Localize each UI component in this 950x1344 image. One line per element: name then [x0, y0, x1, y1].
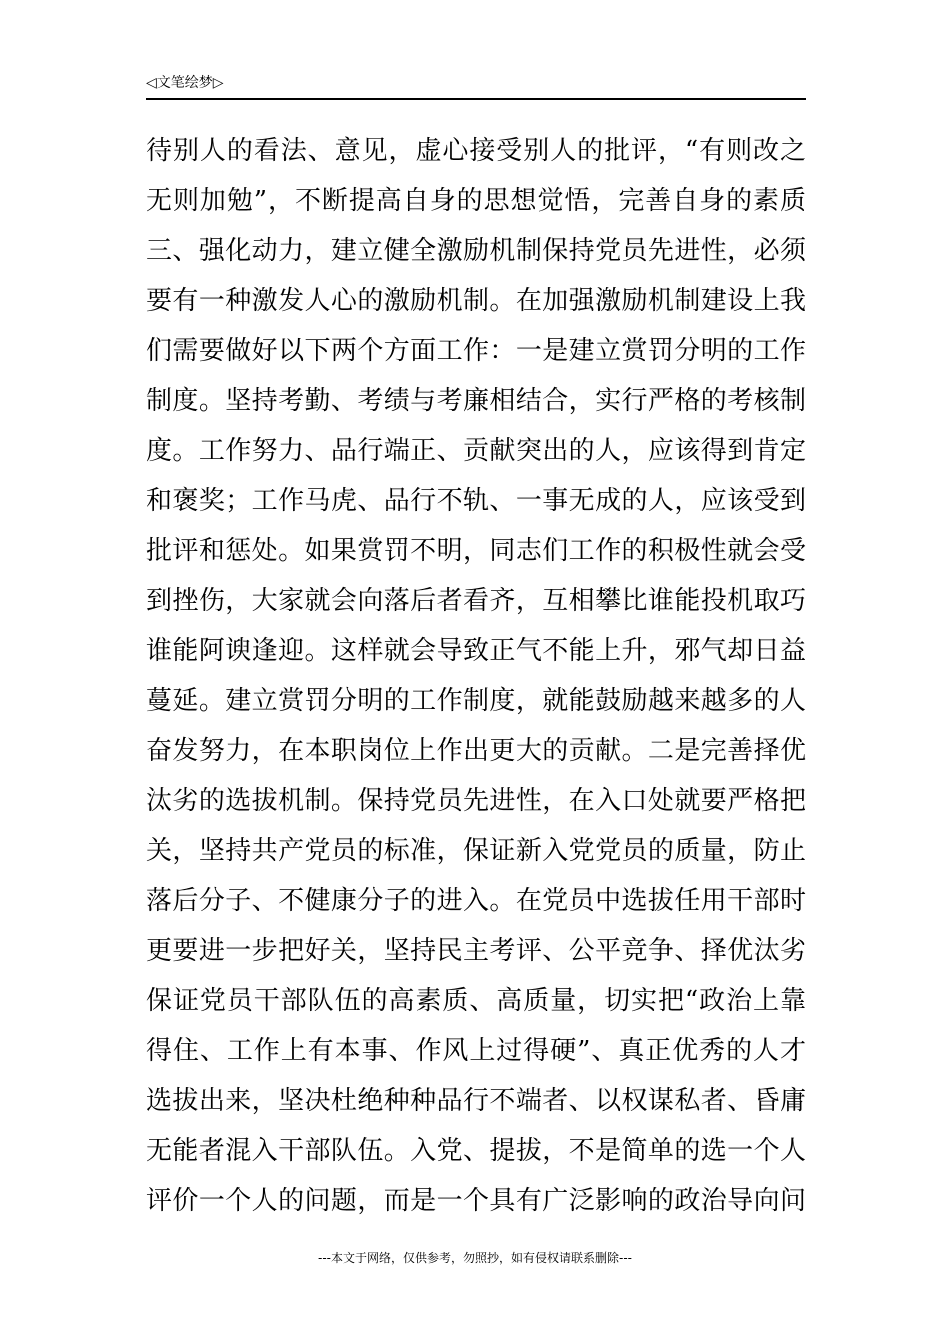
text-line: 选拔出来，坚决杜绝种种品行不端者、以权谋私者、昏庸: [146, 1086, 806, 1116]
text-line: 关，坚持共产党员的标准，保证新入党党员的质量，防止: [146, 836, 806, 866]
header-title: ◁文笔绘梦▷: [146, 75, 224, 91]
text-line: 得住、工作上有本事、作风上过得硬”、真正优秀的人才: [146, 1036, 806, 1066]
text-line: 奋发努力，在本职岗位上作出更大的贡献。二是完善择优: [146, 736, 806, 766]
text-line: 们需要做好以下两个方面工作：一是建立赏罚分明的工作: [146, 336, 806, 366]
text-line: 保证党员干部队伍的高素质、高质量，切实把“政治上靠: [146, 986, 806, 1016]
text-line: 汰劣的选拔机制。保持党员先进性，在入口处就要严格把: [146, 786, 806, 816]
text-line: 落后分子、不健康分子的进入。在党员中选拔任用干部时: [146, 886, 806, 916]
text-line: 无能者混入干部队伍。入党、提拔，不是简单的选一个人: [146, 1136, 806, 1166]
page-header: [146, 74, 806, 100]
text-line: 制度。坚持考勤、考绩与考廉相结合，实行严格的考核制: [146, 386, 806, 416]
text-line: 更要进一步把好关，坚持民主考评、公平竞争、择优汰劣: [146, 936, 806, 966]
document-body: [146, 126, 806, 1226]
text-line: 蔓延。建立赏罚分明的工作制度，就能鼓励越来越多的人: [146, 686, 806, 716]
text-line: 度。工作努力、品行端正、贡献突出的人，应该得到肯定: [146, 436, 806, 466]
text-line: 到挫伤，大家就会向落后者看齐，互相攀比谁能投机取巧: [146, 586, 806, 616]
text-line: 无则加勉”，不断提高自身的思想觉悟，完善自身的素质: [146, 186, 806, 216]
text-line: 批评和惩处。如果赏罚不明，同志们工作的积极性就会受: [146, 536, 806, 566]
text-line: 和褒奖；工作马虎、品行不轨、一事无成的人，应该受到: [146, 486, 806, 516]
text-line: 评价一个人的问题，而是一个具有广泛影响的政治导向问: [146, 1186, 806, 1216]
page-footer: ---本文于网络，仅供参考，勿照抄，如有侵权请联系删除---: [318, 1251, 632, 1265]
text-line: 三、强化动力，建立健全激励机制保持党员先进性，必须: [146, 236, 806, 266]
text-line: 待别人的看法、意见，虚心接受别人的批评，“有则改之: [146, 136, 806, 166]
text-line: 要有一种激发人心的激励机制。在加强激励机制建设上我: [146, 286, 806, 316]
text-line: 谁能阿谀逢迎。这样就会导致正气不能上升，邪气却日益: [146, 636, 806, 666]
